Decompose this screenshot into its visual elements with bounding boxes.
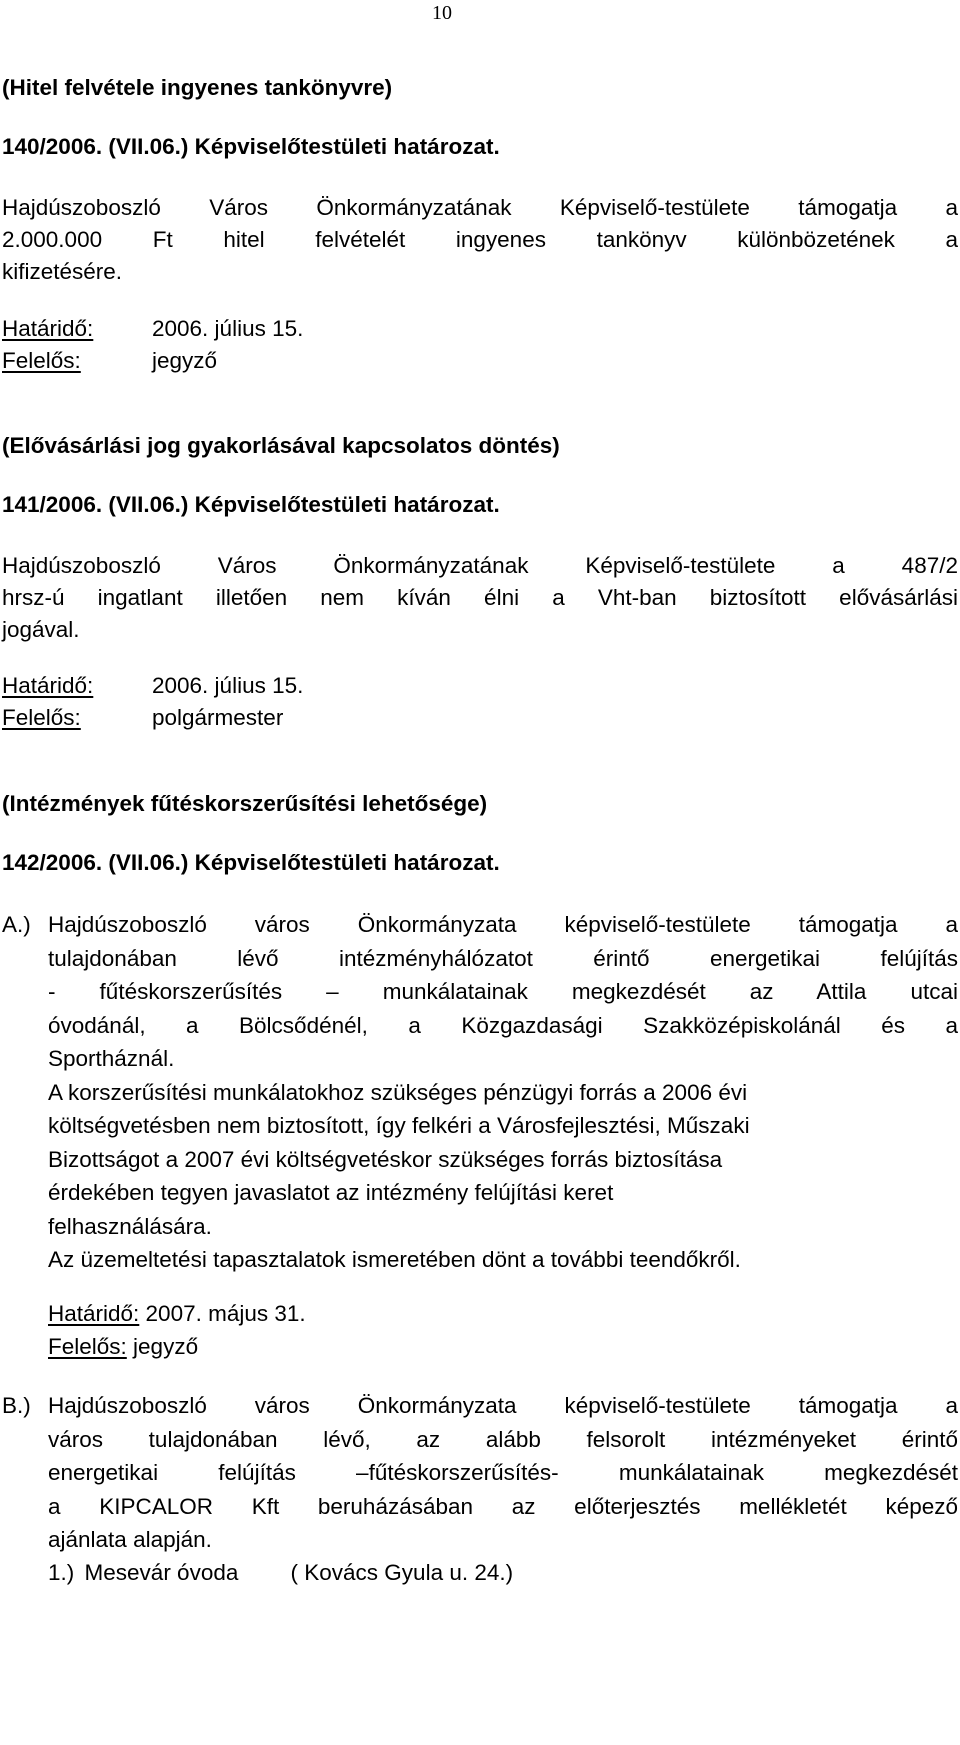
section2-deadline <box>2 670 303 702</box>
deadline-label: Határidő: <box>48 1301 140 1326</box>
section2-heading: (Elővásárlási jog gyakorlásával kapcsolatos döntés) <box>2 433 560 458</box>
section1-text-line: Hajdúszoboszló Város Önkormányzatának Képviselő-testülete támogatja a <box>2 195 958 220</box>
partA-text-line: érdekében tegyen javaslatot az intézmény felújítási keret <box>48 1180 614 1205</box>
section2-text-line: jogával. <box>2 617 80 642</box>
list-item-name: Mesevár óvoda <box>84 1559 239 1585</box>
section2-text-line: Hajdúszoboszló Város Önkormányzatának Képviselő-testülete a 487/2 <box>2 553 958 578</box>
page-number: 10 <box>432 2 452 24</box>
section1-deadline <box>2 313 303 345</box>
responsible-value: jegyző <box>126 1334 199 1359</box>
partB-marker: B.) <box>2 1393 31 1418</box>
partA-text-line: felhasználására. <box>48 1213 212 1239</box>
partA-deadline <box>48 1298 306 1330</box>
section2-resolution-title: 141/2006. (VII.06.) Képviselőtestületi határozat. <box>2 492 500 517</box>
section1-resolution-title: 140/2006. (VII.06.) Képviselőtestületi határozat. <box>2 134 500 159</box>
deadline-value: 2006. július 15. <box>152 673 304 698</box>
partA-responsible <box>48 1331 198 1363</box>
partA-text-line: Az üzemeltetési tapasztalatok ismeretében dönt a további teendőkről. <box>48 1247 741 1272</box>
section1-text-line: kifizetésére. <box>2 259 123 284</box>
partA-text-line: Hajdúszoboszló város Önkormányzata képviselő-testülete támogatja a <box>48 912 958 937</box>
partB-text-line: energetikai felújítás –fűtéskorszerűsítés- munkálatainak megkezdését <box>48 1460 958 1485</box>
partB-text-line: ajánlata alapján. <box>48 1527 212 1552</box>
partA-text-line: óvodánál, a Bölcsődénél, a Közgazdasági Szakközépiskolánál és a <box>48 1012 958 1038</box>
list-item-number: 1.) <box>48 1559 75 1585</box>
partB-text-line: a KIPCALOR Kft beruházásában az előterjesztés mellékletét képező <box>48 1493 958 1519</box>
deadline-value: 2007. május 31. <box>139 1301 306 1326</box>
partA-text-line: költségvetésben nem biztosított, így felkéri a Városfejlesztési, Műszaki <box>48 1113 750 1138</box>
partA-marker: A.) <box>2 912 31 937</box>
responsible-label: Felelős: <box>2 348 81 373</box>
partA-text-line: tulajdonában lévő intézményhálózatot érintő energetikai felújítás <box>48 945 958 971</box>
responsible-label: Felelős: <box>48 1334 127 1359</box>
responsible-value: jegyző <box>152 348 218 373</box>
section3-resolution-title: 142/2006. (VII.06.) Képviselőtestületi határozat. <box>2 850 500 875</box>
partB-text-line: város tulajdonában lévő, az alább felsorolt intézményeket érintő <box>48 1426 958 1452</box>
deadline-value: 2006. július 15. <box>152 316 304 341</box>
list-item-address: ( Kovács Gyula u. 24.) <box>290 1559 514 1585</box>
partA-text-line: A korszerűsítési munkálatokhoz szükséges pénzügyi forrás a 2006 évi <box>48 1079 748 1105</box>
section3-heading: (Intézmények fűtéskorszerűsítési lehetősége) <box>2 791 488 816</box>
section1-text-line: 2.000.000 Ft hitel felvételét ingyenes tankönyv különbözetének a <box>2 227 958 252</box>
partA-text-line: Sportháznál. <box>48 1046 175 1071</box>
section2-responsible <box>2 702 283 734</box>
partB-text-line: Hajdúszoboszló város Önkormányzata képviselő-testülete támogatja a <box>48 1393 958 1418</box>
section1-responsible <box>2 345 217 377</box>
responsible-value: polgármester <box>152 705 284 730</box>
deadline-label: Határidő: <box>2 673 94 698</box>
section2-text-line: hrsz-ú ingatlant illetően nem kíván élni a Vht-ban biztosított elővásárlási <box>2 585 958 610</box>
partA-text-line: Bizottságot a 2007 évi költségvetéskor szükséges forrás biztosítása <box>48 1146 723 1172</box>
section1-heading: (Hitel felvétele ingyenes tankönyvre) <box>2 75 393 100</box>
partB-list-item <box>48 1557 513 1589</box>
partA-text-line: - fűtéskorszerűsítés – munkálatainak megkezdését az Attila utcai <box>48 979 958 1004</box>
responsible-label: Felelős: <box>2 705 81 730</box>
deadline-label: Határidő: <box>2 316 94 341</box>
